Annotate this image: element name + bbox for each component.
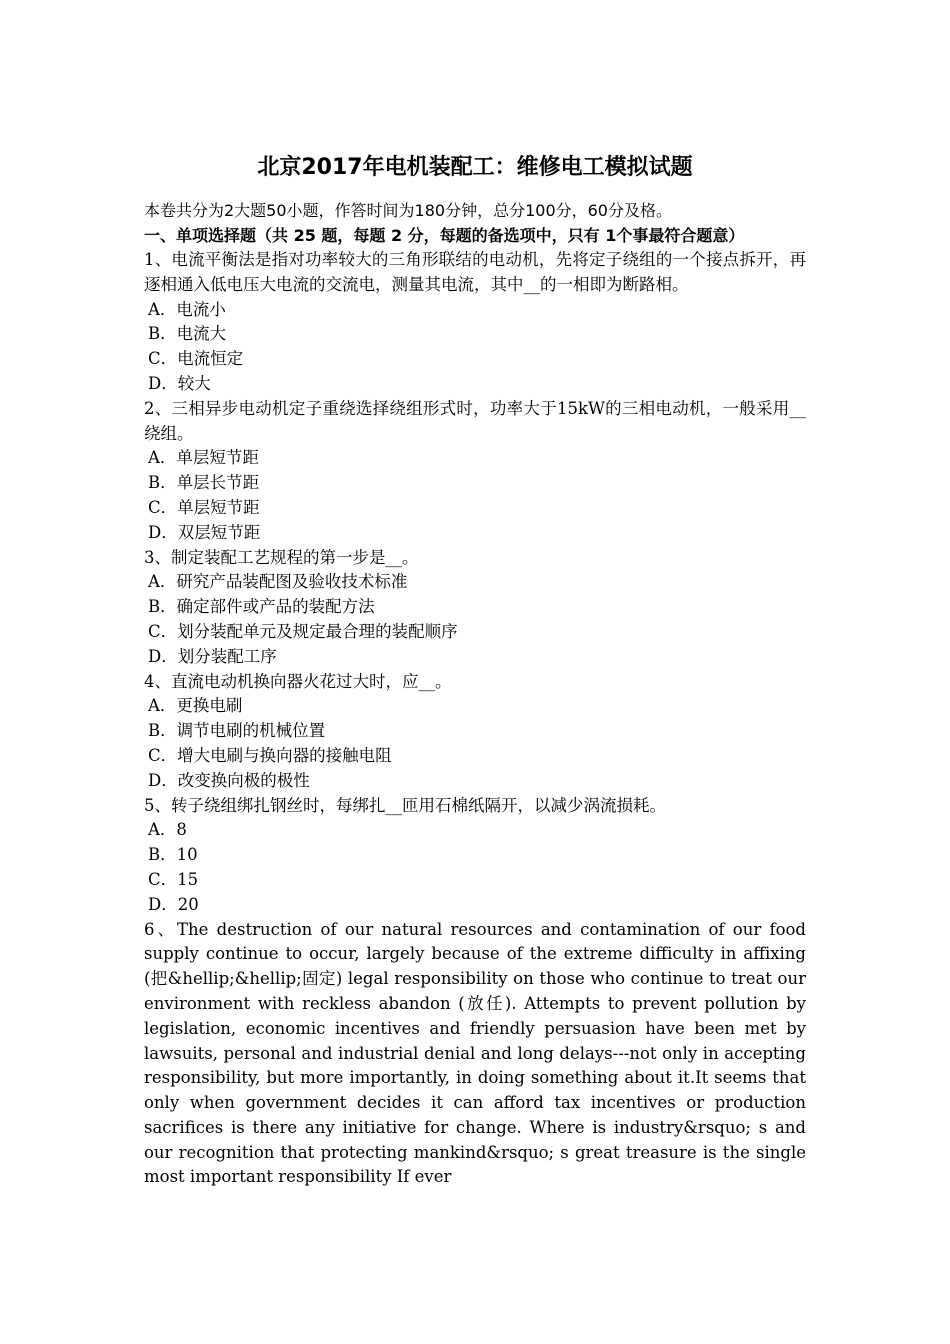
question-5 <box>144 794 806 918</box>
question-text: 3、制定装配工艺规程的第一步是__。 <box>144 547 419 567</box>
option-b: B．确定部件或产品的装配方法 <box>148 597 375 617</box>
page-title: 北京2017年电机装配工：维修电工模拟试题 <box>257 155 693 180</box>
option-c: C．单层短节距 <box>148 497 260 517</box>
section-heading: 一、单项选择题（共 25 题，每题 2 分，每题的备选项中，只有 1个事最符合题意） <box>144 226 745 245</box>
question-text: 1、电流平衡法是指对功率较大的三角形联结的电动机，先将定子绕组的一个接点拆开，再逐相通入低电压大电流的交流电，测量其电流，其中__的一相即为断路相。 <box>144 250 806 294</box>
question-text: 2、三相异步电动机定子重绕选择绕组形式时，功率大于15kW的三相电动机，一般采用__绕组。 <box>144 398 806 443</box>
option-b: B．电流大 <box>148 324 227 344</box>
document-body <box>144 150 806 1190</box>
option-c: C．电流恒定 <box>148 349 244 369</box>
option-d: D．改变换向极的极性 <box>148 770 310 790</box>
option-a: A．电流小 <box>148 299 226 319</box>
option-b: B．调节电刷的机械位置 <box>148 721 326 741</box>
option-d: D．较大 <box>148 373 211 393</box>
option-a: A．单层短节距 <box>148 448 259 468</box>
exam-intro: 本卷共分为2大题50小题，作答时间为180分钟，总分100分，60分及格。 <box>144 201 672 220</box>
question-2 <box>144 397 806 546</box>
option-d: D．划分装配工序 <box>148 646 277 666</box>
option-a: A．更换电刷 <box>148 696 243 716</box>
question-3 <box>144 546 806 670</box>
question-6-passage: 6、The destruction of our natural resources and contamination of our food supply continue to occur, largely because of the extreme difficulty in affixing (把&hellip;&hellip;固定) legal responsibility on those who continue to treat our environment with reckless abandon (放任). Attempts to prevent pollution by legislation, economic incentives and friendly persuasion have been met by lawsuits, personal and industrial denial and long delays---not only in accepting responsibility, but more importantly, in doing something about it.It seems that only when government decides it can afford tax incentives or production sacrifices is there any initiative for change. Where is industry&rsquo; s and our recognition that protecting mankind&rsquo; s great treasure is the single most important responsibility If ever <box>144 919 806 1187</box>
option-a: A．8 <box>148 820 187 840</box>
question-1 <box>144 248 806 397</box>
option-c: C．15 <box>148 869 199 889</box>
option-b: B．单层长节距 <box>148 473 260 493</box>
option-d: D．20 <box>148 894 199 914</box>
option-b: B．10 <box>148 845 198 865</box>
option-a: A．研究产品装配图及验收技术标准 <box>148 572 408 592</box>
option-c: C．增大电刷与换向器的接触电阻 <box>148 745 392 765</box>
question-text: 4、直流电动机换向器火花过大时，应__。 <box>144 671 452 691</box>
option-d: D．双层短节距 <box>148 522 261 542</box>
question-4 <box>144 670 806 794</box>
question-text: 5、转子绕组绑扎钢丝时，每绑扎__匝用石棉纸隔开，以减少涡流损耗。 <box>144 795 666 815</box>
option-c: C．划分装配单元及规定最合理的装配顺序 <box>148 621 458 641</box>
